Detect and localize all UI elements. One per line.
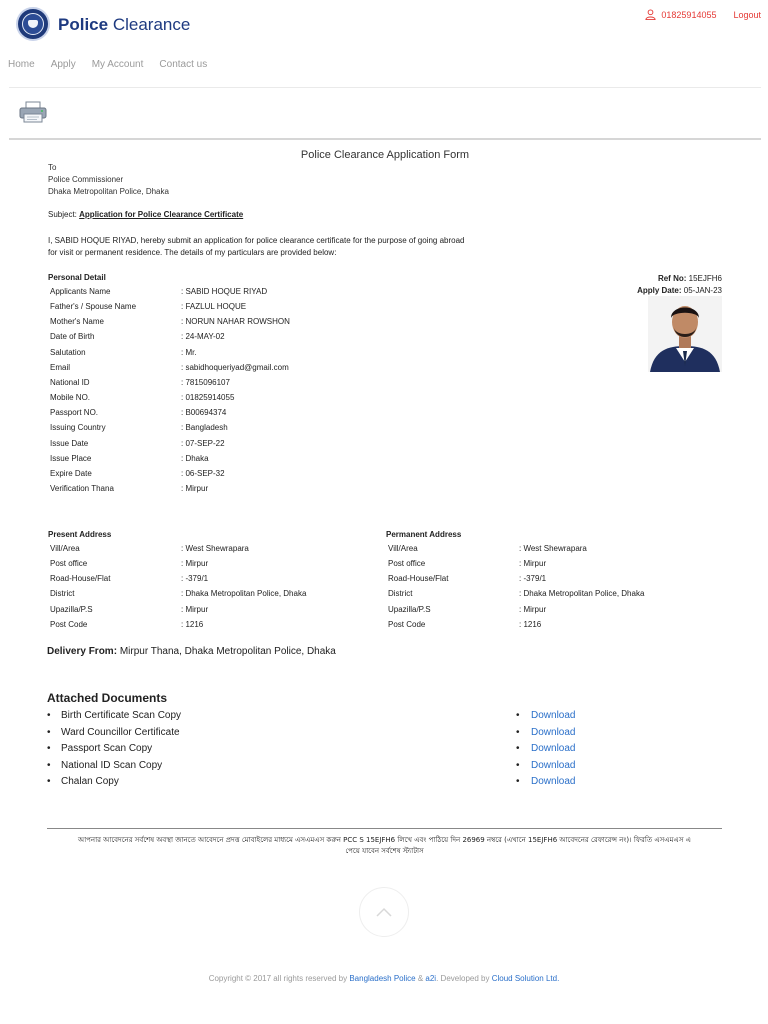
attached-documents-heading: Attached Documents [47, 691, 168, 705]
main-nav [8, 59, 223, 70]
address-label: Vill/Area [388, 544, 418, 553]
document-name: • National ID Scan Copy [47, 758, 181, 775]
detail-label: Email [50, 362, 71, 372]
user-icon [645, 9, 656, 20]
address-value: : West Shewrapara [181, 544, 249, 553]
detail-row [50, 451, 290, 466]
sms-note-line: আপনার আবেদনের সর্বশেষ অবস্থা জানতে আবেদনে প্রদত্ত মোবাইলের মাধ্যমে এসএমএস করুন PCC S 15EJFH6 লিখে এবং পাঠিয়ে দিন 26969 নম্বরে (এখানে 15EJFH6 আবেদনের রেফারেন্স নং)। ফিরতি এসএমএস এ [77, 836, 691, 844]
chevron-up-icon [376, 907, 392, 917]
footer-amp: & [415, 974, 426, 983]
personal-detail-list [50, 284, 290, 496]
reference-block [637, 273, 722, 297]
download-link-birth-certificate[interactable]: Download [531, 710, 576, 721]
footer [0, 974, 768, 983]
detail-value: : Mirpur [181, 484, 209, 494]
detail-value: : Dhaka [181, 453, 209, 463]
subject-label: Subject: [48, 210, 77, 219]
address-label: Vill/Area [50, 544, 80, 553]
footer-link-bangladesh-police[interactable]: Bangladesh Police [349, 974, 416, 983]
intro-paragraph [48, 235, 528, 259]
to-line: Dhaka Metropolitan Police, Dhaka [48, 187, 169, 196]
address-row [50, 617, 306, 632]
detail-value: : FAZLUL HOQUE [181, 302, 247, 312]
address-value: : 1216 [519, 619, 542, 629]
footer-developed-by: . Developed by [436, 974, 492, 983]
delivery-from [47, 646, 336, 657]
permanent-address-list [388, 541, 644, 632]
detail-value: : sabidhoqueriyad@gmail.com [181, 362, 289, 372]
nav-home[interactable]: Home [8, 59, 35, 70]
printer-icon[interactable] [19, 101, 47, 123]
sms-note-line: পেয়ে যাবেন সর্বশেষ স্ট্যাটাস [345, 847, 424, 855]
address-value: : Mirpur [519, 604, 547, 614]
brand-title[interactable] [58, 15, 190, 35]
footer-link-a2i[interactable]: a2i [425, 974, 437, 983]
detail-row [50, 390, 290, 405]
address-row [388, 541, 644, 556]
address-row [388, 617, 644, 632]
document-name: • Passport Scan Copy [47, 741, 181, 758]
detail-value: : 07-SEP-22 [181, 438, 225, 448]
address-row [388, 602, 644, 617]
address-row [50, 602, 306, 617]
delivery-value: Mirpur Thana, Dhaka Metropolitan Police, Dhaka [119, 646, 336, 657]
download-links-list [516, 708, 575, 791]
address-label: Post Code [50, 619, 88, 629]
nav-contact-us[interactable]: Contact us [159, 59, 208, 70]
top-right-bar [645, 9, 761, 20]
to-line: Police Commissioner [48, 175, 124, 184]
to-line: To [48, 163, 57, 172]
detail-label: National ID [50, 377, 90, 387]
address-label: Road-House/Flat [388, 574, 449, 584]
permanent-address-heading: Permanent Address [386, 530, 462, 539]
form-title: Police Clearance Application Form [300, 149, 470, 161]
attached-documents-list [47, 708, 181, 791]
detail-label: Issue Place [50, 453, 92, 463]
subject-line [48, 210, 243, 219]
detail-label: Mother's Name [50, 317, 104, 327]
header [0, 0, 768, 50]
detail-label: Mobile NO. [50, 393, 91, 403]
document-name: • Birth Certificate Scan Copy [47, 708, 181, 725]
address-row [50, 541, 306, 556]
detail-row [50, 405, 290, 420]
intro-line: for visit or permanent residence. The details of my particulars are provided below: [48, 248, 337, 257]
detail-row [50, 420, 290, 435]
print-toolbar [9, 87, 761, 140]
detail-row [50, 345, 290, 360]
address-row [50, 586, 306, 601]
address-value: : Dhaka Metropolitan Police, Dhaka [519, 589, 645, 599]
address-value: : Dhaka Metropolitan Police, Dhaka [181, 589, 307, 599]
detail-value: : 01825914055 [181, 393, 235, 403]
detail-label: Expire Date [50, 468, 92, 478]
detail-label: Applicants Name [50, 287, 111, 296]
ref-label: Ref No: [657, 274, 687, 283]
detail-value: : Bangladesh [181, 423, 228, 433]
download-link-national-id[interactable]: Download [531, 759, 576, 771]
detail-row [50, 314, 290, 329]
detail-value: : SABID HOQUE RIYAD [181, 287, 268, 296]
police-logo-icon[interactable] [16, 7, 50, 41]
address-value: : 1216 [181, 619, 204, 629]
detail-label: Passport NO. [50, 408, 99, 418]
detail-value: : 06-SEP-32 [181, 468, 225, 478]
brand-bold: Police [58, 15, 109, 34]
detail-row [50, 375, 290, 390]
detail-value: : 24-MAY-02 [181, 332, 225, 342]
address-label: District [388, 589, 413, 599]
download-link-ward-certificate[interactable]: Download [531, 726, 576, 738]
address-row [388, 586, 644, 601]
detail-label: Salutation [50, 347, 86, 357]
detail-row [50, 329, 290, 344]
download-link-passport[interactable]: Download [531, 743, 576, 755]
user-phone[interactable]: 01825914055 [661, 9, 717, 20]
address-value: : -379/1 [181, 574, 209, 584]
detail-label: Father's / Spouse Name [50, 302, 137, 312]
detail-value: : NORUN NAHAR ROWSHON [181, 317, 290, 327]
document-name: • Ward Councillor Certificate [47, 725, 181, 742]
address-row [50, 556, 306, 571]
apply-date-value: 05-JAN-23 [683, 286, 722, 295]
detail-label: Issuing Country [50, 423, 106, 433]
address-label: Post office [50, 559, 88, 569]
detail-label: Verification Thana [50, 484, 114, 494]
detail-row [50, 284, 290, 299]
address-label: Road-House/Flat [50, 574, 111, 584]
intro-line: I, SABID HOQUE RIYAD, hereby submit an application for police clearance certificate for the purpose of going abroad [48, 236, 465, 245]
applicant-photo [648, 296, 722, 372]
recipient-block [48, 162, 169, 198]
logout-link[interactable]: Logout [733, 9, 761, 20]
nav-apply[interactable]: Apply [50, 59, 76, 70]
detail-row [50, 360, 290, 375]
footer-link-cloud-solution[interactable]: Cloud Solution Ltd. [491, 974, 560, 983]
address-label: District [50, 589, 75, 599]
address-label: Upazilla/P.S [388, 604, 431, 614]
apply-date-label: Apply Date: [637, 286, 682, 295]
address-label: Upazilla/P.S [50, 604, 93, 614]
detail-row [50, 299, 290, 314]
brand-light: Clearance [112, 15, 191, 34]
address-row [388, 556, 644, 571]
sms-status-note [47, 828, 722, 857]
detail-label: Date of Birth [50, 332, 95, 342]
address-value: : -379/1 [519, 574, 547, 584]
present-address-list [50, 541, 306, 632]
detail-value: : B00694374 [181, 408, 227, 418]
present-address-heading: Present Address [48, 530, 112, 539]
nav-my-account[interactable]: My Account [91, 59, 144, 70]
address-value: : Mirpur [181, 559, 209, 569]
address-row [388, 571, 644, 586]
scroll-top-button[interactable] [359, 887, 409, 937]
address-value: : Mirpur [519, 559, 547, 569]
address-row [50, 571, 306, 586]
address-label: Post Code [388, 619, 426, 629]
personal-detail-heading: Personal Detail [48, 273, 106, 282]
ref-value: 15EJFH6 [688, 274, 722, 283]
address-value: : Mirpur [181, 604, 209, 614]
detail-value: : Mr. [181, 347, 197, 357]
document-name: • Chalan Copy [47, 774, 181, 791]
detail-row [50, 466, 290, 481]
detail-row [50, 436, 290, 451]
download-link-chalan[interactable]: Download [531, 776, 576, 788]
detail-value: : 7815096107 [181, 377, 230, 387]
detail-row [50, 481, 290, 496]
delivery-label: Delivery From: [47, 646, 118, 657]
subject-value: Application for Police Clearance Certificate [79, 210, 244, 219]
detail-label: Issue Date [50, 438, 89, 448]
address-label: Post office [388, 559, 426, 569]
footer-copyright: Copyright © 2017 all rights reserved by [208, 974, 350, 983]
address-value: : West Shewrapara [519, 544, 587, 553]
